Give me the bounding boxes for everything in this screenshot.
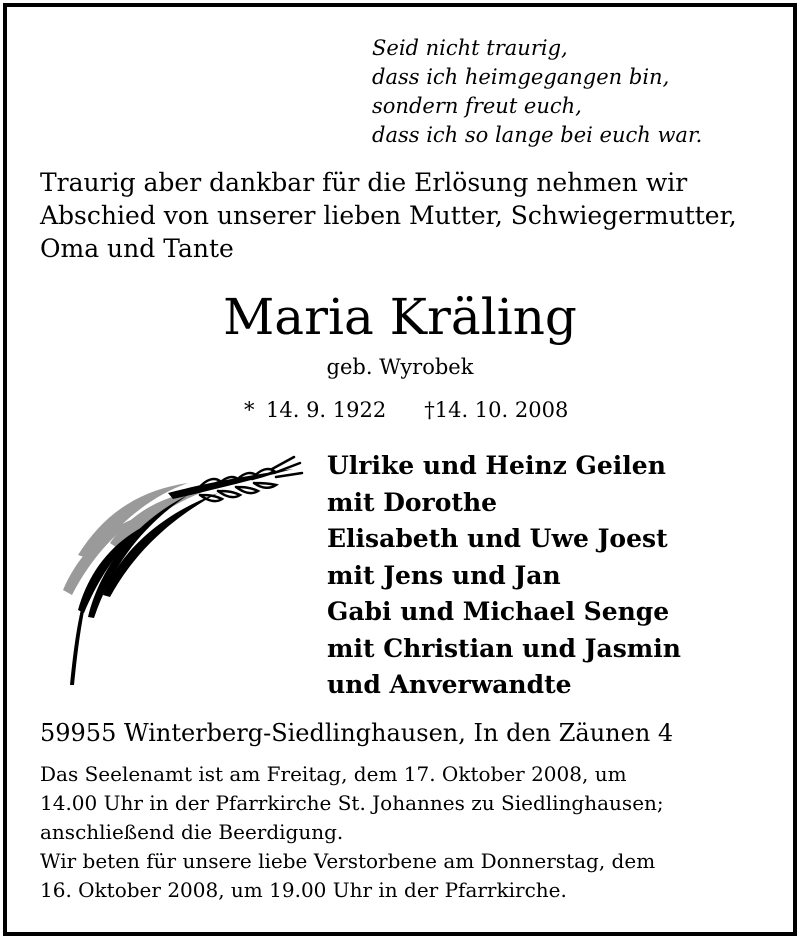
poem-line: Seid nicht traurig, (372, 36, 568, 60)
life-dates (244, 395, 568, 425)
family-line: Elisabeth und Uwe Joest (327, 524, 668, 553)
family-line: mit Jens und Jan (327, 560, 561, 590)
notice-line: Wir beten für unsere liebe Verstorbene am Donnerstag, dem (40, 849, 656, 873)
notice-line: 16. Oktober 2008, um 19.00 Uhr in der Pfarrkirche. (40, 878, 567, 902)
birth-date: 14. 9. 1922 (266, 398, 387, 422)
death-date: 14. 10. 2008 (434, 398, 569, 422)
intro-line: Traurig aber dankbar für die Erlösung nehmen wir (40, 168, 688, 197)
intro-line: Oma und Tante (40, 234, 234, 263)
family-line: Ulrike und Heinz Geilen (327, 451, 666, 480)
family-list (327, 448, 681, 704)
notice-line: Das Seelenamt ist am Freitag, dem 17. Oktober 2008, um (40, 762, 627, 786)
deceased-name: Maria Kräling (223, 288, 577, 346)
poem (372, 34, 702, 150)
intro-line: Abschied von unserer lieben Mutter, Schwiegermutter, (40, 201, 737, 230)
wheat-ear-icon (48, 455, 308, 695)
birth-star-icon: * (244, 398, 255, 422)
family-line: mit Dorothe (327, 487, 498, 517)
notice-line: anschließend die Beerdigung. (40, 820, 344, 844)
family-line: Gabi und Michael Senge (327, 597, 670, 626)
maiden-name: geb. Wyrobek (326, 355, 474, 379)
family-line: mit Christian und Jasmin (327, 633, 681, 663)
notice-line: 14.00 Uhr in der Pfarrkirche St. Johannes zu Siedlinghausen; (40, 791, 664, 815)
service-notice (40, 760, 664, 905)
poem-line: dass ich heimgegangen bin, (372, 65, 670, 89)
poem-line: sondern freut euch, (372, 94, 582, 118)
family-line: und Anverwandte (327, 670, 572, 699)
death-cross-icon: † (424, 398, 435, 422)
poem-line: dass ich so lange bei euch war. (372, 123, 703, 147)
address: 59955 Winterberg-Siedlinghausen, In den Zäunen 4 (40, 719, 674, 747)
intro-text (40, 166, 737, 265)
